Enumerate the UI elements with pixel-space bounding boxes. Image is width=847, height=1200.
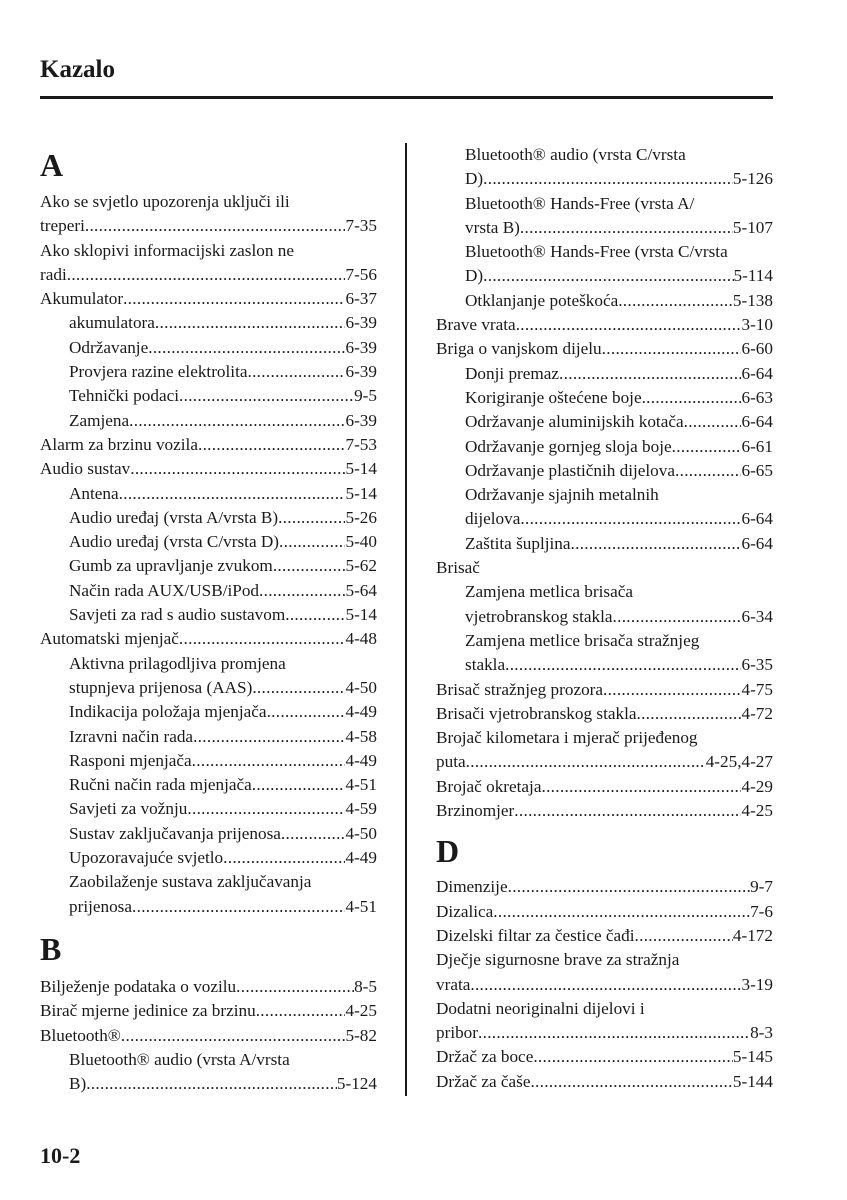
dot-leader	[132, 895, 345, 919]
index-subentry	[40, 360, 377, 384]
index-entry	[436, 337, 773, 361]
dot-leader	[478, 1021, 750, 1045]
entry-text: vrsta B)	[465, 217, 520, 237]
index-subentry	[40, 554, 377, 578]
index-entry	[436, 948, 773, 972]
page-reference: 4-58	[345, 726, 377, 746]
entry-text: Brisač	[436, 558, 480, 578]
page-reference: 6-65	[741, 460, 773, 480]
index-entry	[40, 433, 377, 457]
index-entry	[40, 263, 377, 287]
dot-leader	[672, 435, 742, 459]
dot-leader	[675, 459, 741, 483]
index-subentry	[40, 506, 377, 530]
entry-text: Ručni način rada mjenjača	[69, 775, 252, 795]
entry-text: Alarm za brzinu vozila	[40, 434, 198, 454]
index-subentry	[436, 459, 773, 483]
index-entry	[436, 924, 773, 948]
index-subentry	[40, 384, 377, 408]
index-entry	[436, 1045, 773, 1069]
page-reference: 5-14	[345, 483, 377, 503]
index-subentry	[40, 1048, 377, 1072]
page-reference: 4-59	[345, 799, 377, 819]
index-subentry	[40, 311, 377, 335]
page-reference: 4-50	[345, 677, 377, 697]
index-subentry	[40, 603, 377, 627]
index-entry	[40, 457, 377, 481]
dot-leader	[129, 409, 345, 433]
page-reference: 8-5	[354, 976, 377, 996]
index-subentry	[436, 192, 773, 216]
entry-text: Akumulator	[40, 289, 124, 309]
index-entry	[436, 750, 773, 774]
dot-leader	[684, 410, 742, 434]
page-reference: 7-56	[345, 264, 377, 284]
page-reference: 6-60	[741, 339, 773, 359]
dot-leader	[278, 506, 345, 530]
page-reference: 4-25,4-27	[705, 752, 773, 772]
dot-leader	[187, 797, 345, 821]
section-letter-heading: D	[436, 833, 460, 870]
page-reference: 7-35	[345, 216, 377, 236]
index-entry	[436, 313, 773, 337]
entry-text: D)	[465, 169, 484, 189]
dot-leader	[67, 263, 346, 287]
index-entry	[436, 1021, 773, 1045]
index-entry	[40, 627, 377, 651]
page-reference: 6-39	[345, 410, 377, 430]
entry-text: Antena	[69, 483, 119, 503]
entry-text: Održavanje aluminijskih kotača	[465, 412, 684, 432]
entry-text: Indikacija položaja mjenjača	[69, 702, 267, 722]
index-subentry	[436, 240, 773, 264]
dot-leader	[483, 264, 733, 288]
entry-text: stupnjeva prijenosa (AAS)	[69, 677, 253, 697]
index-subentry	[436, 653, 773, 677]
entry-text: puta	[436, 752, 466, 772]
index-subentry	[436, 580, 773, 604]
entry-text: Zamjena	[69, 410, 130, 430]
index-subentry	[40, 336, 377, 360]
index-entry	[40, 287, 377, 311]
dot-leader	[516, 313, 742, 337]
page-reference: 6-63	[741, 387, 773, 407]
dot-leader	[198, 433, 346, 457]
index-subentry	[40, 579, 377, 603]
page-reference: 5-82	[345, 1025, 377, 1045]
page-reference: 6-64	[741, 363, 773, 383]
index-subentry	[436, 216, 773, 240]
dot-leader	[119, 482, 346, 506]
entry-text: Dimenzije	[436, 877, 508, 897]
index-subentry	[436, 289, 773, 313]
page-reference: 3-19	[741, 974, 773, 994]
entry-text: Držač za čaše	[436, 1071, 531, 1091]
section-letter-heading: A	[40, 147, 64, 183]
title-rule	[40, 96, 773, 99]
entry-text: dijelova	[465, 509, 521, 529]
index-subentry	[436, 532, 773, 556]
dot-leader	[148, 336, 345, 360]
index-subentry	[40, 822, 377, 846]
page-reference: 6-39	[345, 337, 377, 357]
index-subentry	[40, 895, 377, 919]
index-entry	[436, 900, 773, 924]
index-entry	[40, 190, 377, 214]
page-number: 10-2	[40, 1143, 81, 1168]
dot-leader	[636, 702, 741, 726]
page-reference: 6-34	[741, 606, 773, 626]
index-column-left	[40, 140, 377, 1096]
entry-text: Birač mjerne jedinice za brzinu	[40, 1001, 256, 1021]
dot-leader	[618, 289, 733, 313]
entry-text: radi	[40, 264, 67, 284]
dot-leader	[520, 216, 733, 240]
dot-leader	[130, 457, 345, 481]
page-reference: 6-39	[345, 313, 377, 333]
page-reference: 4-48	[345, 629, 377, 649]
index-subentry	[40, 652, 377, 676]
entry-text: Tehnički podaci	[69, 386, 179, 406]
entry-text: Audio uređaj (vrsta C/vrsta D)	[69, 532, 280, 552]
dot-leader	[247, 360, 345, 384]
dot-leader	[533, 1045, 733, 1069]
index-entry	[436, 726, 773, 750]
page-reference: 4-25	[345, 1001, 377, 1021]
page-reference: 6-64	[741, 412, 773, 432]
dot-leader	[236, 975, 354, 999]
index-entry	[436, 799, 773, 823]
index-subentry	[436, 435, 773, 459]
dot-leader	[635, 924, 733, 948]
entry-text: Bilježenje podataka o vozilu	[40, 976, 237, 996]
page-reference: 5-62	[345, 556, 377, 576]
dot-leader	[121, 1024, 346, 1048]
entry-text: Zaštita šupljina	[465, 533, 571, 553]
index-subentry	[40, 870, 377, 894]
dot-leader	[85, 214, 346, 238]
entry-text: Dizelski filtar za čestice čađi	[436, 925, 635, 945]
page-reference: 7-53	[345, 434, 377, 454]
dot-leader	[223, 846, 345, 870]
entry-text: Brisači vjetrobranskog stakla	[436, 703, 637, 723]
index-entry	[40, 1024, 377, 1048]
entry-text: Dizalica	[436, 901, 494, 921]
page-reference: 4-25	[741, 801, 773, 821]
dot-leader	[86, 1072, 337, 1096]
dot-leader	[285, 603, 345, 627]
entry-text: Sustav zaključavanja prijenosa	[69, 823, 281, 843]
index-subentry	[40, 1072, 377, 1096]
page-reference: 6-64	[741, 533, 773, 553]
entry-text: prijenosa	[69, 896, 133, 916]
page-reference: 6-37	[345, 289, 377, 309]
dot-leader	[508, 875, 750, 899]
index-subentry	[436, 386, 773, 410]
entry-text: Bluetooth® Hands-Free (vrsta C/vrsta	[465, 242, 728, 262]
page-reference: 4-49	[345, 702, 377, 722]
page-reference: 6-61	[741, 436, 773, 456]
entry-text: akumulatora	[69, 313, 155, 333]
entry-text: Bluetooth®	[40, 1025, 121, 1045]
entry-text: Način rada AUX/USB/iPod	[69, 580, 260, 600]
index-entry	[40, 214, 377, 238]
index-entry	[436, 1070, 773, 1094]
dot-leader	[483, 167, 733, 191]
entry-text: Savjeti za vožnju	[69, 799, 188, 819]
index-subentry	[40, 700, 377, 724]
entry-text: Upozoravajuće svjetlo	[69, 848, 224, 868]
page-reference: 5-144	[732, 1071, 773, 1091]
index-subentry	[436, 629, 773, 653]
page-reference: 4-172	[732, 925, 773, 945]
dot-leader	[470, 973, 741, 997]
dot-leader	[279, 530, 345, 554]
dot-leader	[193, 725, 345, 749]
dot-leader	[514, 799, 741, 823]
entry-text: Gumb za upravljanje zvukom	[69, 556, 273, 576]
page-reference: 4-72	[741, 703, 773, 723]
page-reference: 8-3	[750, 1023, 773, 1043]
page-reference: 5-114	[733, 266, 773, 286]
column-divider	[405, 143, 407, 1096]
entry-text: Ako se svjetlo upozorenja uključi ili	[40, 192, 290, 211]
dot-leader	[603, 678, 741, 702]
entry-text: Korigiranje oštećene boje	[465, 387, 642, 407]
entry-text: Zamjena metlice brisača stražnjeg	[465, 630, 700, 650]
index-subentry	[40, 725, 377, 749]
dot-leader	[123, 287, 345, 311]
dot-leader	[493, 900, 750, 924]
dot-leader	[505, 653, 741, 677]
entry-text: Održavanje plastičnih dijelova	[465, 460, 675, 480]
dot-leader	[613, 605, 742, 629]
dot-leader	[466, 750, 706, 774]
index-entry	[40, 999, 377, 1023]
page-reference: 5-26	[345, 507, 377, 527]
page-reference: 4-29	[741, 776, 773, 796]
dot-leader	[541, 775, 741, 799]
entry-text: Zaobilaženje sustava zaključavanja	[69, 872, 312, 892]
index-subentry	[436, 483, 773, 507]
dot-leader	[259, 579, 345, 603]
page-reference: 4-49	[345, 750, 377, 770]
page-reference: 4-49	[345, 848, 377, 868]
page-reference: 5-124	[336, 1074, 377, 1094]
dot-leader	[155, 311, 346, 335]
entry-text: Držač za boce	[436, 1047, 534, 1067]
page-reference: 6-35	[741, 655, 773, 675]
page-reference: 5-40	[345, 532, 377, 552]
index-entry	[40, 975, 377, 999]
entry-text: Dječje sigurnosne brave za stražnja	[436, 950, 680, 970]
index-entry	[436, 775, 773, 799]
index-subentry	[40, 749, 377, 773]
page-reference: 5-126	[732, 169, 773, 189]
page-reference: 7-6	[750, 901, 773, 921]
index-subentry	[40, 482, 377, 506]
page-reference: 5-14	[345, 459, 377, 479]
entry-text: Automatski mjenjač	[40, 629, 179, 649]
page-title: Kazalo	[40, 56, 115, 83]
page-reference: 5-145	[732, 1047, 773, 1067]
page-reference: 5-14	[345, 605, 377, 625]
index-subentry	[436, 507, 773, 531]
index-entry	[436, 678, 773, 702]
page-reference: 9-5	[354, 386, 377, 406]
entry-text: pribor	[436, 1023, 479, 1043]
index-subentry	[40, 409, 377, 433]
dot-leader	[273, 554, 346, 578]
entry-text: Održavanje sjajnih metalnih	[465, 485, 659, 505]
entry-text: Donji premaz	[465, 363, 560, 383]
index-subentry	[436, 167, 773, 191]
entry-text: Bluetooth® audio (vrsta C/vrsta	[465, 145, 686, 164]
entry-text: Dodatni neoriginalni dijelovi i	[436, 998, 645, 1018]
entry-text: Bluetooth® Hands-Free (vrsta A/	[465, 193, 695, 213]
page-reference: 5-138	[732, 290, 773, 310]
entry-text: Otklanjanje poteškoća	[465, 290, 619, 310]
page-reference: 4-50	[345, 823, 377, 843]
dot-leader	[252, 773, 346, 797]
index-entry	[436, 875, 773, 899]
entry-text: Aktivna prilagodljiva promjena	[69, 653, 286, 673]
entry-text: Rasponi mjenjača	[69, 750, 192, 770]
entry-text: Izravni način rada	[69, 726, 194, 746]
dot-leader	[530, 1070, 732, 1094]
entry-text: Brzinomjer	[436, 801, 515, 821]
entry-text: Zamjena metlica brisača	[465, 582, 633, 602]
dot-leader	[559, 362, 741, 386]
index-column-right	[436, 143, 773, 1094]
entry-text: vjetrobranskog stakla	[465, 606, 613, 626]
dot-leader	[571, 532, 742, 556]
entry-text: Briga o vanjskom dijelu	[436, 339, 602, 359]
index-entry	[436, 997, 773, 1021]
dot-leader	[192, 749, 346, 773]
entry-text: Audio sustav	[40, 459, 131, 479]
index-subentry	[40, 530, 377, 554]
page-reference: 9-7	[750, 877, 773, 897]
index-subentry	[436, 264, 773, 288]
dot-leader	[642, 386, 742, 410]
index-subentry	[436, 410, 773, 434]
entry-text: Savjeti za rad s audio sustavom	[69, 605, 286, 625]
dot-leader	[252, 676, 345, 700]
index-subentry	[436, 605, 773, 629]
entry-text: stakla	[465, 655, 506, 675]
index-subentry	[40, 797, 377, 821]
index-entry	[436, 973, 773, 997]
dot-leader	[602, 337, 742, 361]
dot-leader	[520, 507, 741, 531]
page-reference: 3-10	[741, 315, 773, 335]
entry-text: Brojač kilometara i mjerač prijeđenog	[436, 728, 698, 748]
index-subentry	[40, 676, 377, 700]
entry-text: Bluetooth® audio (vrsta A/vrsta	[69, 1049, 290, 1069]
index-subentry	[40, 773, 377, 797]
index-subentry	[436, 362, 773, 386]
page-reference: 4-51	[345, 896, 377, 916]
dot-leader	[179, 384, 354, 408]
entry-text: B)	[69, 1074, 87, 1094]
entry-text: Održavanje	[69, 337, 149, 357]
index-entry	[436, 702, 773, 726]
dot-leader	[256, 999, 346, 1023]
entry-text: Ako sklopivi informacijski zaslon ne	[40, 240, 294, 260]
index-subentry	[40, 846, 377, 870]
entry-text: Audio uređaj (vrsta A/vrsta B)	[69, 507, 279, 527]
page-reference: 4-51	[345, 775, 377, 795]
dot-leader	[267, 700, 346, 724]
index-entry	[436, 556, 773, 580]
page-reference: 5-107	[732, 217, 773, 237]
dot-leader	[281, 822, 346, 846]
section-letter-heading: B	[40, 930, 62, 967]
page-reference: 6-39	[345, 362, 377, 382]
index-entry	[40, 239, 377, 263]
entry-text: Brisač stražnjeg prozora	[436, 679, 604, 699]
dot-leader	[179, 627, 346, 651]
entry-text: Brave vrata	[436, 315, 516, 335]
entry-text: Održavanje gornjeg sloja boje	[465, 436, 672, 456]
page-reference: 4-75	[741, 679, 773, 699]
index-subentry	[436, 143, 773, 167]
page-reference: 5-64	[345, 580, 377, 600]
entry-text: D)	[465, 266, 484, 286]
entry-text: treperi	[40, 216, 85, 236]
page-reference: 6-64	[741, 509, 773, 529]
entry-text: vrata	[436, 974, 471, 994]
entry-text: Brojač okretaja	[436, 776, 542, 796]
entry-text: Provjera razine elektrolita	[69, 362, 248, 382]
